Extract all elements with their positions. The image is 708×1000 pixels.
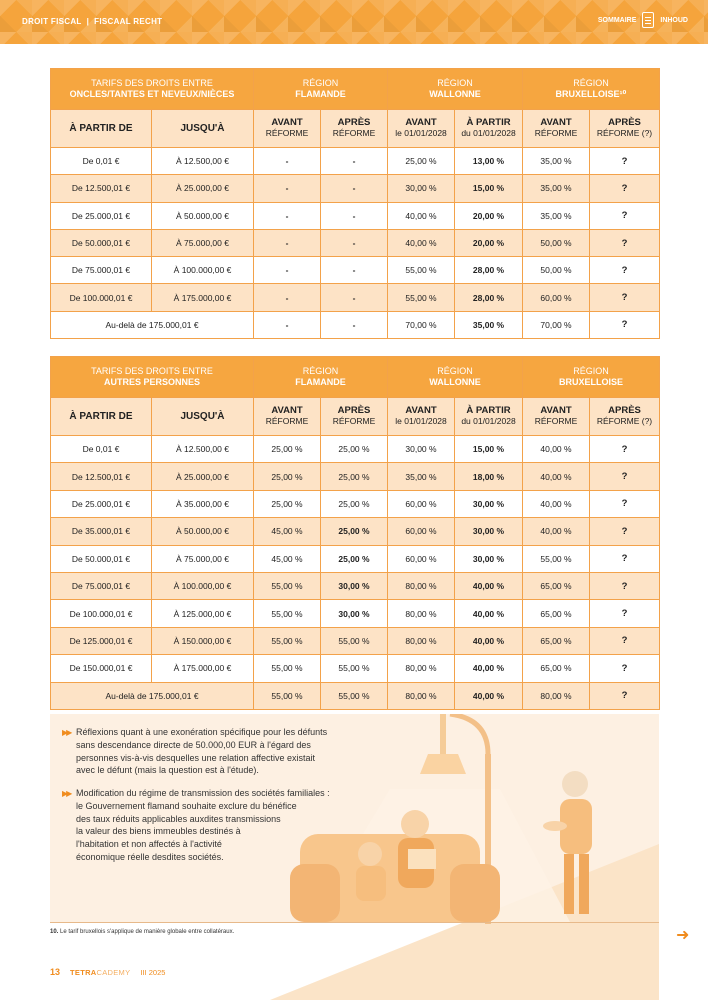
cell-wallonne-before: 40,00 % bbox=[388, 229, 455, 256]
note-line: Réflexions quant à une exonération spécifique pour les défunts bbox=[76, 727, 328, 737]
cell-wallonne-after: 40,00 % bbox=[455, 655, 523, 682]
cell-bruxelloise-before: 65,00 % bbox=[523, 600, 590, 627]
table-row bbox=[51, 600, 660, 627]
cell-flamande-after: - bbox=[321, 257, 388, 284]
cell-to: À 125.000,00 € bbox=[152, 600, 254, 627]
table-title: TARIFS DES DROITS ENTRE ONCLES/TANTES ET NEVEUX/NIÈCES bbox=[51, 69, 254, 110]
note-line: la valeur des biens immeubles destinés à bbox=[76, 826, 241, 837]
cell-bruxelloise-before: 40,00 % bbox=[523, 436, 590, 463]
table-title: TARIFS DES DROITS ENTRE AUTRES PERSONNES bbox=[51, 357, 254, 398]
cell-to: À 25.000,00 € bbox=[152, 175, 254, 202]
cell-wallonne-before: 40,00 % bbox=[388, 202, 455, 229]
rates-table-collaterals bbox=[50, 68, 660, 339]
cell-bruxelloise-before: 35,00 % bbox=[523, 175, 590, 202]
cell-from: De 25.000,01 € bbox=[51, 490, 152, 517]
column-header-to: JUSQU'À bbox=[152, 110, 254, 148]
table-row bbox=[51, 257, 660, 284]
note-item bbox=[62, 726, 342, 777]
cell-to: À 150.000,00 € bbox=[152, 627, 254, 654]
cell-flamande-before: 25,00 % bbox=[254, 436, 321, 463]
table-row bbox=[51, 572, 660, 599]
cell-to: À 35.000,00 € bbox=[152, 490, 254, 517]
cell-to: À 12.500,00 € bbox=[152, 148, 254, 175]
table-row bbox=[51, 545, 660, 572]
note-line: Modification du régime de transmission des sociétés familiales : bbox=[76, 788, 330, 799]
cell-bruxelloise-after: ? bbox=[590, 257, 660, 284]
cell-wallonne-before: 80,00 % bbox=[388, 572, 455, 599]
cell-flamande-after: 30,00 % bbox=[321, 600, 388, 627]
cell-bruxelloise-before: 70,00 % bbox=[523, 311, 590, 338]
cell-from: De 50.000,01 € bbox=[51, 229, 152, 256]
cell-flamande-after: - bbox=[321, 175, 388, 202]
cell-bruxelloise-after: ? bbox=[590, 148, 660, 175]
cell-to: À 50.000,00 € bbox=[152, 202, 254, 229]
column-header: AVANT le 01/01/2028 bbox=[388, 110, 455, 148]
cell-bruxelloise-after: ? bbox=[590, 518, 660, 545]
cell-flamande-after: 55,00 % bbox=[321, 655, 388, 682]
cell-to: À 100.000,00 € bbox=[152, 572, 254, 599]
cell-flamande-after: 25,00 % bbox=[321, 463, 388, 490]
cell-wallonne-before: 70,00 % bbox=[388, 311, 455, 338]
cell-wallonne-after: 40,00 % bbox=[455, 572, 523, 599]
cell-from: De 50.000,01 € bbox=[51, 545, 152, 572]
cell-wallonne-after: 35,00 % bbox=[455, 311, 523, 338]
cell-flamande-before: - bbox=[254, 311, 321, 338]
cell-wallonne-after: 40,00 % bbox=[455, 682, 523, 709]
cell-flamande-after: 55,00 % bbox=[321, 682, 388, 709]
cell-to: À 75.000,00 € bbox=[152, 545, 254, 572]
column-header: À PARTIR du 01/01/2028 bbox=[455, 110, 523, 148]
note-line: l'habitation et non affectés à l'activité bbox=[76, 839, 222, 850]
cell-bruxelloise-after: ? bbox=[590, 682, 660, 709]
column-header: APRÈS RÉFORME (?) bbox=[590, 398, 660, 436]
table-row-last bbox=[51, 311, 660, 338]
cell-flamande-after: 55,00 % bbox=[321, 627, 388, 654]
summary-nl[interactable]: INHOUD bbox=[660, 16, 688, 24]
cell-bruxelloise-before: 60,00 % bbox=[523, 284, 590, 311]
cell-bruxelloise-after: ? bbox=[590, 229, 660, 256]
table-row bbox=[51, 655, 660, 682]
notes-list bbox=[62, 726, 342, 874]
double-chevron-right-icon: ▶▶ bbox=[62, 728, 71, 737]
cell-wallonne-after: 30,00 % bbox=[455, 518, 523, 545]
cell-wallonne-after: 13,00 % bbox=[455, 148, 523, 175]
note-line: personnes vis-à-vis desquelles une relation affective existait bbox=[76, 752, 315, 763]
summary-fr[interactable]: SOMMAIRE bbox=[597, 16, 637, 24]
cell-beyond: Au-delà de 175.000,01 € bbox=[51, 311, 254, 338]
cell-from: De 125.000,01 € bbox=[51, 627, 152, 654]
column-header: AVANT RÉFORME bbox=[254, 398, 321, 436]
footnote: 10. Le tarif bruxellois s'applique de manière globale entre collatéraux. bbox=[50, 929, 235, 935]
cell-bruxelloise-after: ? bbox=[590, 175, 660, 202]
cell-bruxelloise-before: 55,00 % bbox=[523, 545, 590, 572]
cell-bruxelloise-after: ? bbox=[590, 463, 660, 490]
cell-bruxelloise-before: 65,00 % bbox=[523, 655, 590, 682]
document-list-icon[interactable] bbox=[642, 12, 654, 28]
page-footer bbox=[50, 967, 165, 977]
double-chevron-right-icon: ▶▶ bbox=[62, 789, 71, 799]
cell-wallonne-after: 40,00 % bbox=[455, 600, 523, 627]
cell-flamande-before: - bbox=[254, 257, 321, 284]
cell-to: À 12.500,00 € bbox=[152, 436, 254, 463]
summary-link[interactable] bbox=[598, 12, 688, 28]
cell-flamande-before: 55,00 % bbox=[254, 572, 321, 599]
issue-date: III 2025 bbox=[140, 967, 166, 977]
cell-flamande-before: 55,00 % bbox=[254, 627, 321, 654]
column-header: APRÈS RÉFORME (?) bbox=[590, 110, 660, 148]
cell-from: De 150.000,01 € bbox=[51, 655, 152, 682]
cell-flamande-after: 25,00 % bbox=[321, 490, 388, 517]
cell-wallonne-after: 20,00 % bbox=[455, 229, 523, 256]
table-row bbox=[51, 148, 660, 175]
cell-bruxelloise-after: ? bbox=[590, 284, 660, 311]
cell-wallonne-after: 18,00 % bbox=[455, 463, 523, 490]
cell-flamande-after: 25,00 % bbox=[321, 518, 388, 545]
cell-beyond: Au-delà de 175.000,01 € bbox=[51, 682, 254, 709]
cell-flamande-before: - bbox=[254, 202, 321, 229]
table-row-last bbox=[51, 682, 660, 709]
cell-bruxelloise-before: 35,00 % bbox=[523, 148, 590, 175]
region-header-wallonne: RÉGION WALLONNE bbox=[388, 357, 523, 398]
breadcrumb bbox=[22, 17, 162, 26]
rates-table-others bbox=[50, 356, 660, 710]
table-row bbox=[51, 627, 660, 654]
cell-from: De 25.000,01 € bbox=[51, 202, 152, 229]
cell-wallonne-after: 28,00 % bbox=[455, 284, 523, 311]
cell-wallonne-after: 15,00 % bbox=[455, 175, 523, 202]
cell-wallonne-before: 60,00 % bbox=[388, 545, 455, 572]
cell-flamande-before: - bbox=[254, 175, 321, 202]
cell-flamande-before: 55,00 % bbox=[254, 655, 321, 682]
cell-bruxelloise-after: ? bbox=[590, 600, 660, 627]
cell-wallonne-after: 30,00 % bbox=[455, 490, 523, 517]
column-header: AVANT RÉFORME bbox=[254, 110, 321, 148]
cell-from: De 0,01 € bbox=[51, 436, 152, 463]
cell-bruxelloise-before: 65,00 % bbox=[523, 572, 590, 599]
cell-bruxelloise-before: 40,00 % bbox=[523, 490, 590, 517]
table-row bbox=[51, 229, 660, 256]
cell-to: À 100.000,00 € bbox=[152, 257, 254, 284]
cell-flamande-after: 30,00 % bbox=[321, 572, 388, 599]
cell-flamande-before: 45,00 % bbox=[254, 518, 321, 545]
region-header-bruxelloise: RÉGION BRUXELLOISE bbox=[523, 357, 660, 398]
cell-to: À 50.000,00 € bbox=[152, 518, 254, 545]
column-header-to: JUSQU'À bbox=[152, 398, 254, 436]
note-line: économique réelle desdites sociétés. bbox=[76, 851, 224, 862]
region-header-wallonne: RÉGION WALLONNE bbox=[388, 69, 523, 110]
cell-from: De 12.500,01 € bbox=[51, 175, 152, 202]
cell-from: De 12.500,01 € bbox=[51, 463, 152, 490]
footnote-divider bbox=[50, 922, 659, 923]
cell-wallonne-before: 35,00 % bbox=[388, 463, 455, 490]
cell-to: À 175.000,00 € bbox=[152, 655, 254, 682]
cell-from: De 75.000,01 € bbox=[51, 572, 152, 599]
cell-wallonne-before: 60,00 % bbox=[388, 518, 455, 545]
cell-flamande-after: - bbox=[321, 311, 388, 338]
cell-bruxelloise-after: ? bbox=[590, 436, 660, 463]
cell-bruxelloise-after: ? bbox=[590, 490, 660, 517]
cell-flamande-before: - bbox=[254, 229, 321, 256]
cell-bruxelloise-after: ? bbox=[590, 545, 660, 572]
cell-bruxelloise-before: 50,00 % bbox=[523, 229, 590, 256]
note-line: avec le défunt (mais la question est à l'étude). bbox=[76, 765, 259, 776]
section-nl[interactable]: FISCAAL RECHT bbox=[94, 17, 163, 26]
table-row bbox=[51, 202, 660, 229]
region-header-flamande: RÉGION FLAMANDE bbox=[254, 69, 388, 110]
cell-flamande-after: 25,00 % bbox=[321, 545, 388, 572]
section-fr[interactable]: DROIT FISCAL bbox=[22, 17, 82, 26]
cell-from: De 0,01 € bbox=[51, 148, 152, 175]
table-row bbox=[51, 518, 660, 545]
column-header: AVANT RÉFORME bbox=[523, 110, 590, 148]
cell-flamande-before: - bbox=[254, 148, 321, 175]
cell-wallonne-before: 80,00 % bbox=[388, 600, 455, 627]
cell-wallonne-after: 40,00 % bbox=[455, 627, 523, 654]
cell-bruxelloise-before: 40,00 % bbox=[523, 518, 590, 545]
cell-from: De 75.000,01 € bbox=[51, 257, 152, 284]
breadcrumb-separator: | bbox=[86, 17, 90, 26]
cell-bruxelloise-before: 65,00 % bbox=[523, 627, 590, 654]
table-row bbox=[51, 175, 660, 202]
cell-from: De 100.000,01 € bbox=[51, 284, 152, 311]
note-line: des taux réduits applicables auxdites transmissions bbox=[76, 813, 281, 824]
table-row bbox=[51, 284, 660, 311]
column-header-from: À PARTIR DE bbox=[51, 398, 152, 436]
cell-flamande-before: - bbox=[254, 284, 321, 311]
cell-wallonne-before: 55,00 % bbox=[388, 257, 455, 284]
cell-flamande-after: - bbox=[321, 148, 388, 175]
note-item bbox=[62, 787, 342, 864]
cell-wallonne-after: 20,00 % bbox=[455, 202, 523, 229]
cell-flamande-after: - bbox=[321, 202, 388, 229]
cell-bruxelloise-before: 80,00 % bbox=[523, 682, 590, 709]
cell-flamande-after: - bbox=[321, 284, 388, 311]
cell-flamande-after: - bbox=[321, 229, 388, 256]
cell-bruxelloise-before: 35,00 % bbox=[523, 202, 590, 229]
cell-to: À 175.000,00 € bbox=[152, 284, 254, 311]
page-number: 13 bbox=[50, 967, 61, 977]
cell-wallonne-before: 60,00 % bbox=[388, 490, 455, 517]
cell-bruxelloise-after: ? bbox=[590, 572, 660, 599]
cell-flamande-after: 25,00 % bbox=[321, 436, 388, 463]
column-header: APRÈS RÉFORME bbox=[321, 398, 388, 436]
cell-wallonne-before: 80,00 % bbox=[388, 655, 455, 682]
cell-wallonne-before: 30,00 % bbox=[388, 175, 455, 202]
cell-to: À 75.000,00 € bbox=[152, 229, 254, 256]
table-row bbox=[51, 490, 660, 517]
region-header-bruxelloise: RÉGION BRUXELLOISE¹⁰ bbox=[523, 69, 660, 110]
cell-bruxelloise-after: ? bbox=[590, 655, 660, 682]
cell-wallonne-after: 15,00 % bbox=[455, 436, 523, 463]
cell-bruxelloise-after: ? bbox=[590, 627, 660, 654]
note-line: sans descendance directe de 50.000,00 EUR à l'égard des bbox=[76, 739, 311, 750]
cell-flamande-before: 55,00 % bbox=[254, 682, 321, 709]
cell-flamande-before: 25,00 % bbox=[254, 490, 321, 517]
arrow-right-icon[interactable]: ➜ bbox=[676, 927, 690, 944]
cell-from: De 100.000,01 € bbox=[51, 600, 152, 627]
column-header-from: À PARTIR DE bbox=[51, 110, 152, 148]
cell-bruxelloise-after: ? bbox=[590, 311, 660, 338]
cell-to: À 25.000,00 € bbox=[152, 463, 254, 490]
region-header-flamande: RÉGION FLAMANDE bbox=[254, 357, 388, 398]
cell-wallonne-before: 80,00 % bbox=[388, 682, 455, 709]
note-line: le Gouvernement flamand souhaite exclure du bénéfice bbox=[76, 800, 297, 811]
cell-wallonne-before: 55,00 % bbox=[388, 284, 455, 311]
brand-logo: TETRACADEMY bbox=[70, 967, 131, 977]
column-header: APRÈS RÉFORME bbox=[321, 110, 388, 148]
cell-bruxelloise-before: 50,00 % bbox=[523, 257, 590, 284]
cell-bruxelloise-before: 40,00 % bbox=[523, 463, 590, 490]
cell-wallonne-before: 80,00 % bbox=[388, 627, 455, 654]
column-header: AVANT RÉFORME bbox=[523, 398, 590, 436]
table-row bbox=[51, 436, 660, 463]
table-row bbox=[51, 463, 660, 490]
cell-bruxelloise-after: ? bbox=[590, 202, 660, 229]
cell-wallonne-before: 25,00 % bbox=[388, 148, 455, 175]
cell-from: De 35.000,01 € bbox=[51, 518, 152, 545]
column-header: À PARTIR du 01/01/2028 bbox=[455, 398, 523, 436]
column-header: AVANT le 01/01/2028 bbox=[388, 398, 455, 436]
cell-wallonne-before: 30,00 % bbox=[388, 436, 455, 463]
cell-flamande-before: 45,00 % bbox=[254, 545, 321, 572]
cell-flamande-before: 55,00 % bbox=[254, 600, 321, 627]
cell-wallonne-after: 28,00 % bbox=[455, 257, 523, 284]
cell-flamande-before: 25,00 % bbox=[254, 463, 321, 490]
cell-wallonne-after: 30,00 % bbox=[455, 545, 523, 572]
